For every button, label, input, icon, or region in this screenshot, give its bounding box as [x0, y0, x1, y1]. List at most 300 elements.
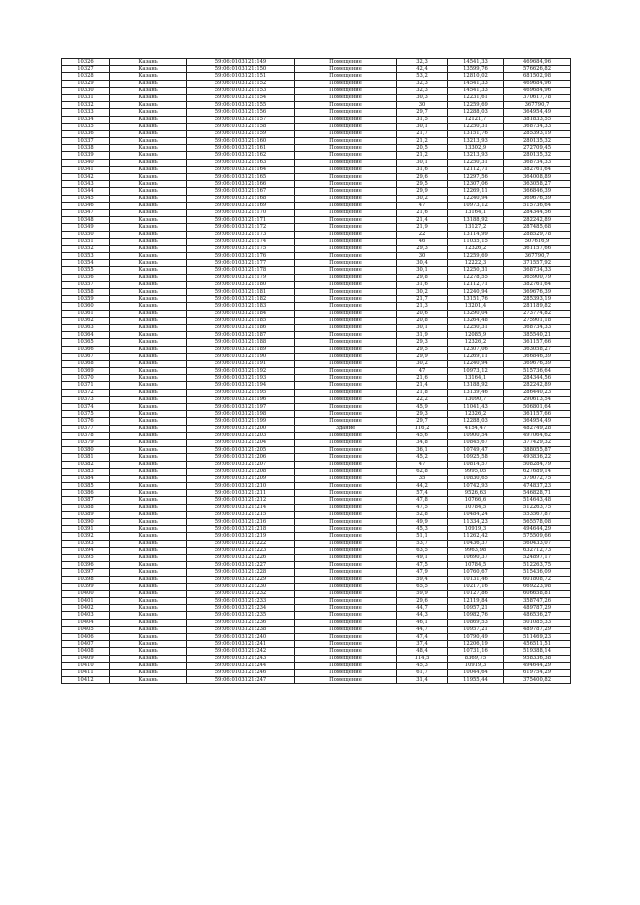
row-number-cell: 10362 — [62, 317, 110, 324]
table-row — [62, 181, 571, 188]
area-cell: 29,3 — [397, 339, 448, 346]
table-row — [62, 554, 571, 561]
area-cell: 29,9 — [397, 353, 448, 360]
table-row — [62, 289, 571, 296]
city-cell: Казань — [110, 598, 187, 605]
specific-value-cell: 12307,06 — [448, 181, 504, 188]
row-number-cell: 10330 — [62, 87, 110, 94]
object-type-cell: Помещение — [295, 447, 397, 454]
cadastral-value-cell: 364008,89 — [504, 174, 571, 181]
city-cell: Казань — [110, 368, 187, 375]
area-cell: 45,6 — [397, 432, 448, 439]
table-row — [62, 296, 571, 303]
city-cell: Казань — [110, 554, 187, 561]
area-cell: 62,8 — [397, 468, 448, 475]
area-cell: 34,8 — [397, 439, 448, 446]
object-type-cell: Помещение — [295, 461, 397, 468]
object-type-cell: Помещение — [295, 174, 397, 181]
table-row — [62, 209, 571, 216]
object-type-cell: Здание — [295, 425, 397, 432]
area-cell: 30,2 — [397, 360, 448, 367]
row-number-cell: 10366 — [62, 346, 110, 353]
area-cell: 47,5 — [397, 562, 448, 569]
area-cell: 29,6 — [397, 174, 448, 181]
city-cell: Казань — [110, 396, 187, 403]
object-type-cell: Помещение — [295, 526, 397, 533]
object-type-cell: Помещение — [295, 310, 397, 317]
area-cell: 31,9 — [397, 332, 448, 339]
table-row — [62, 569, 571, 576]
area-cell: 32,3 — [397, 59, 448, 66]
object-type-cell: Помещение — [295, 511, 397, 518]
city-cell: Казань — [110, 87, 187, 94]
cadastral-number-cell: 59:06:0103121:150 — [187, 66, 295, 73]
cadastral-number-cell: 59:06:0103121:198 — [187, 411, 295, 418]
cadastral-number-cell: 59:06:0103121:195 — [187, 389, 295, 396]
specific-value-cell: 12307,06 — [448, 346, 504, 353]
row-number-cell: 10402 — [62, 605, 110, 612]
city-cell: Казань — [110, 447, 187, 454]
cadastral-number-cell: 59:06:0103121:153 — [187, 87, 295, 94]
area-cell: 21,2 — [397, 138, 448, 145]
cadastral-number-cell: 59:06:0103121:155 — [187, 102, 295, 109]
object-type-cell: Помещение — [295, 217, 397, 224]
table-row — [62, 94, 571, 101]
cadastral-number-cell: 59:06:0103121:173 — [187, 231, 295, 238]
cadastral-number-cell: 59:06:0103121:203 — [187, 432, 295, 439]
row-number-cell: 10411 — [62, 669, 110, 676]
city-cell: Казань — [110, 439, 187, 446]
table-row — [62, 375, 571, 382]
row-number-cell: 10397 — [62, 569, 110, 576]
specific-value-cell: 12269,11 — [448, 353, 504, 360]
row-number-cell: 10380 — [62, 447, 110, 454]
specific-value-cell: 10044,64 — [448, 669, 504, 676]
city-cell: Казань — [110, 159, 187, 166]
specific-value-cell: 12121,7 — [448, 116, 504, 123]
area-cell: 29,7 — [397, 109, 448, 116]
table-row — [62, 461, 571, 468]
cadastral-value-cell: 669223,98 — [504, 583, 571, 590]
cadastral-value-cell: 958336,38 — [504, 655, 571, 662]
specific-value-cell: 13151,76 — [448, 130, 504, 137]
cadastral-value-cell: 515436,09 — [504, 569, 571, 576]
specific-value-cell: 10784,5 — [448, 504, 504, 511]
area-cell: 21,7 — [397, 130, 448, 137]
cadastral-value-cell: 681502,98 — [504, 73, 571, 80]
cadastral-value-cell: 364954,49 — [504, 109, 571, 116]
object-type-cell: Помещение — [295, 123, 397, 130]
area-cell: 49,9 — [397, 519, 448, 526]
row-number-cell: 10358 — [62, 289, 110, 296]
cadastral-value-cell: 619754,29 — [504, 669, 571, 676]
row-number-cell: 10347 — [62, 209, 110, 216]
row-number-cell: 10392 — [62, 533, 110, 540]
row-number-cell: 10348 — [62, 217, 110, 224]
table-row — [62, 130, 571, 137]
table-row — [62, 267, 571, 274]
city-cell: Казань — [110, 626, 187, 633]
table-row — [62, 483, 571, 490]
area-cell: 21,2 — [397, 152, 448, 159]
cadastral-value-cell: 285393,19 — [504, 130, 571, 137]
city-cell: Казань — [110, 138, 187, 145]
cadastral-value-cell: 363058,27 — [504, 346, 571, 353]
specific-value-cell: 10919,3 — [448, 662, 504, 669]
cadastral-number-cell: 59:06:0103121:165 — [187, 174, 295, 181]
area-cell: 59,9 — [397, 590, 448, 597]
cadastral-value-cell: 290613,54 — [504, 396, 571, 403]
city-cell: Казань — [110, 324, 187, 331]
cadastral-number-cell: 59:06:0103121:157 — [187, 116, 295, 123]
cadastral-value-cell: 489787,29 — [504, 626, 571, 633]
cadastral-number-cell: 59:06:0103121:163 — [187, 159, 295, 166]
object-type-cell: Помещение — [295, 289, 397, 296]
area-cell: 46,1 — [397, 619, 448, 626]
row-number-cell: 10357 — [62, 281, 110, 288]
object-type-cell: Помещение — [295, 612, 397, 619]
row-number-cell: 10396 — [62, 562, 110, 569]
area-cell: 30,1 — [397, 123, 448, 130]
area-cell: 29,3 — [397, 411, 448, 418]
cadastral-value-cell: 368734,33 — [504, 159, 571, 166]
row-number-cell: 10339 — [62, 152, 110, 159]
row-number-cell: 10378 — [62, 432, 110, 439]
specific-value-cell: 10484,24 — [448, 511, 504, 518]
object-type-cell: Помещение — [295, 188, 397, 195]
area-cell: 29,5 — [397, 346, 448, 353]
cadastral-value-cell: 606658,81 — [504, 590, 571, 597]
cadastral-number-cell: 59:06:0103121:246 — [187, 669, 295, 676]
table-row — [62, 166, 571, 173]
row-number-cell: 10385 — [62, 483, 110, 490]
row-number-cell: 10373 — [62, 396, 110, 403]
object-type-cell: Помещение — [295, 87, 397, 94]
object-type-cell: Помещение — [295, 66, 397, 73]
table-row — [62, 677, 571, 684]
specific-value-cell: 8369,75 — [448, 655, 504, 662]
table-row — [62, 224, 571, 231]
city-cell: Казань — [110, 80, 187, 87]
row-number-cell: 10338 — [62, 145, 110, 152]
cadastral-number-cell: 59:06:0103121:160 — [187, 138, 295, 145]
row-number-cell: 10356 — [62, 274, 110, 281]
object-type-cell: Помещение — [295, 562, 397, 569]
cadastral-number-cell: 59:06:0103121:156 — [187, 109, 295, 116]
specific-value-cell: 10790,49 — [448, 634, 504, 641]
row-number-cell: 10361 — [62, 310, 110, 317]
table-row — [62, 73, 571, 80]
area-cell: 21,6 — [397, 375, 448, 382]
cadastral-number-cell: 59:06:0103121:197 — [187, 404, 295, 411]
specific-value-cell: 13139,46 — [448, 389, 504, 396]
cadastral-number-cell: 59:06:0103121:209 — [187, 475, 295, 482]
object-type-cell: Помещение — [295, 303, 397, 310]
cadastral-value-cell: 501085,33 — [504, 619, 571, 626]
specific-value-cell: 10760,67 — [448, 569, 504, 576]
cadastral-value-cell: 281189,82 — [504, 303, 571, 310]
city-cell: Казань — [110, 109, 187, 116]
object-type-cell: Помещение — [295, 454, 397, 461]
row-number-cell: 10383 — [62, 468, 110, 475]
specific-value-cell: 14541,33 — [448, 59, 504, 66]
city-cell: Казань — [110, 260, 187, 267]
table-row — [62, 669, 571, 676]
city-cell: Казань — [110, 562, 187, 569]
city-cell: Казань — [110, 274, 187, 281]
cadastral-number-cell: 59:06:0103121:229 — [187, 576, 295, 583]
object-type-cell: Помещение — [295, 540, 397, 547]
cadastral-value-cell: 371557,92 — [504, 260, 571, 267]
row-number-cell: 10345 — [62, 195, 110, 202]
specific-value-cell: 13188,92 — [448, 382, 504, 389]
cadastral-value-cell: 287485,68 — [504, 224, 571, 231]
specific-value-cell: 10127,86 — [448, 590, 504, 597]
cadastral-number-cell: 59:06:0103121:241 — [187, 641, 295, 648]
row-number-cell: 10370 — [62, 375, 110, 382]
object-type-cell: Помещение — [295, 339, 397, 346]
object-type-cell: Помещение — [295, 490, 397, 497]
specific-value-cell: 10131,46 — [448, 576, 504, 583]
specific-value-cell: 13114,99 — [448, 231, 504, 238]
row-number-cell: 10375 — [62, 411, 110, 418]
cadastral-value-cell: 369676,39 — [504, 360, 571, 367]
specific-value-cell: 10919,3 — [448, 526, 504, 533]
specific-value-cell: 10814,57 — [448, 461, 504, 468]
row-number-cell: 10354 — [62, 260, 110, 267]
area-cell: 45,2 — [397, 454, 448, 461]
table-row — [62, 382, 571, 389]
cadastral-value-cell: 507616,9 — [504, 238, 571, 245]
city-cell: Казань — [110, 317, 187, 324]
specific-value-cell: 10900,54 — [448, 432, 504, 439]
cadastral-number-cell: 59:06:0103121:234 — [187, 605, 295, 612]
area-cell: 21,4 — [397, 382, 448, 389]
area-cell: 30,1 — [397, 267, 448, 274]
cadastral-value-cell: 379072,75 — [504, 475, 571, 482]
city-cell: Казань — [110, 483, 187, 490]
area-cell: 29,8 — [397, 274, 448, 281]
row-number-cell: 10374 — [62, 404, 110, 411]
specific-value-cell: 10957,21 — [448, 626, 504, 633]
city-cell: Казань — [110, 547, 187, 554]
row-number-cell: 10365 — [62, 339, 110, 346]
city-cell: Казань — [110, 504, 187, 511]
cadastral-value-cell: 494644,29 — [504, 526, 571, 533]
cadastral-value-cell: 508284,79 — [504, 461, 571, 468]
specific-value-cell: 10973,12 — [448, 202, 504, 209]
cadastral-value-cell: 285393,19 — [504, 296, 571, 303]
table-row — [62, 195, 571, 202]
object-type-cell: Помещение — [295, 468, 397, 475]
object-type-cell: Помещение — [295, 655, 397, 662]
object-type-cell: Помещение — [295, 181, 397, 188]
object-type-cell: Помещение — [295, 145, 397, 152]
cadastral-value-table — [61, 58, 571, 684]
table-row — [62, 619, 571, 626]
table-row — [62, 80, 571, 87]
object-type-cell: Помещение — [295, 404, 397, 411]
city-cell: Казань — [110, 245, 187, 252]
area-cell: 49,1 — [397, 554, 448, 561]
area-cell: 47 — [397, 461, 448, 468]
cadastral-number-cell: 59:06:0103121:191 — [187, 360, 295, 367]
specific-value-cell: 12810,02 — [448, 73, 504, 80]
specific-value-cell: 13302,9 — [448, 145, 504, 152]
specific-value-cell: 11041,43 — [448, 404, 504, 411]
cadastral-number-cell: 59:06:0103121:169 — [187, 202, 295, 209]
city-cell: Казань — [110, 533, 187, 540]
object-type-cell: Помещение — [295, 396, 397, 403]
row-number-cell: 10336 — [62, 130, 110, 137]
table-row — [62, 547, 571, 554]
cadastral-value-cell: 601808,72 — [504, 576, 571, 583]
object-type-cell: Помещение — [295, 626, 397, 633]
city-cell: Казань — [110, 375, 187, 382]
city-cell: Казань — [110, 540, 187, 547]
specific-value-cell: 13151,76 — [448, 296, 504, 303]
table-row — [62, 152, 571, 159]
cadastral-value-cell: 368734,33 — [504, 123, 571, 130]
table-body — [62, 59, 571, 684]
row-number-cell: 10390 — [62, 519, 110, 526]
area-cell: 52,8 — [397, 511, 448, 518]
cadastral-number-cell: 59:06:0103121:243 — [187, 655, 295, 662]
row-number-cell: 10328 — [62, 73, 110, 80]
area-cell: 47 — [397, 368, 448, 375]
cadastral-number-cell: 59:06:0103121:181 — [187, 289, 295, 296]
object-type-cell: Помещение — [295, 274, 397, 281]
row-number-cell: 10333 — [62, 109, 110, 116]
table-row — [62, 109, 571, 116]
cadastral-number-cell: 59:06:0103121:193 — [187, 375, 295, 382]
city-cell: Казань — [110, 181, 187, 188]
object-type-cell: Помещение — [295, 598, 397, 605]
table-row — [62, 238, 571, 245]
cadastral-value-cell: 366846,39 — [504, 353, 571, 360]
area-cell: 59,4 — [397, 576, 448, 583]
row-number-cell: 10340 — [62, 159, 110, 166]
cadastral-value-cell: 369676,39 — [504, 195, 571, 202]
specific-value-cell: 9995,05 — [448, 468, 504, 475]
cadastral-number-cell: 59:06:0103121:227 — [187, 562, 295, 569]
specific-value-cell: 10784,5 — [448, 562, 504, 569]
cadastral-number-cell: 59:06:0103121:183 — [187, 303, 295, 310]
specific-value-cell: 10731,16 — [448, 648, 504, 655]
city-cell: Казань — [110, 677, 187, 684]
cadastral-value-cell: 273774,82 — [504, 310, 571, 317]
specific-value-cell: 12206,19 — [448, 641, 504, 648]
table-row — [62, 626, 571, 633]
table-row — [62, 519, 571, 526]
city-cell: Казань — [110, 576, 187, 583]
area-cell: 63,5 — [397, 547, 448, 554]
table-row — [62, 504, 571, 511]
area-cell: 61,7 — [397, 669, 448, 676]
city-cell: Казань — [110, 411, 187, 418]
object-type-cell: Помещение — [295, 519, 397, 526]
table-row — [62, 533, 571, 540]
row-number-cell: 10326 — [62, 59, 110, 66]
cadastral-number-cell: 59:06:0103121:214 — [187, 504, 295, 511]
city-cell: Казань — [110, 166, 187, 173]
row-number-cell: 10351 — [62, 238, 110, 245]
area-cell: 53,2 — [397, 73, 448, 80]
cadastral-value-cell: 553567,87 — [504, 511, 571, 518]
cadastral-value-cell: 282242,89 — [504, 382, 571, 389]
cadastral-value-cell: 489787,29 — [504, 605, 571, 612]
row-number-cell: 10371 — [62, 382, 110, 389]
object-type-cell: Помещение — [295, 296, 397, 303]
city-cell: Казань — [110, 195, 187, 202]
cadastral-number-cell: 59:06:0103121:187 — [187, 332, 295, 339]
table-row — [62, 87, 571, 94]
cadastral-value-cell: 506801,64 — [504, 404, 571, 411]
city-cell: Казань — [110, 360, 187, 367]
table-row — [62, 138, 571, 145]
specific-value-cell: 12222,3 — [448, 260, 504, 267]
row-number-cell: 10334 — [62, 116, 110, 123]
cadastral-number-cell: 59:06:0103121:178 — [187, 267, 295, 274]
row-number-cell: 10337 — [62, 138, 110, 145]
specific-value-cell: 13164,1 — [448, 209, 504, 216]
object-type-cell: Помещение — [295, 102, 397, 109]
specific-value-cell: 13264,48 — [448, 317, 504, 324]
area-cell: 47,9 — [397, 569, 448, 576]
specific-value-cell: 9963,98 — [448, 547, 504, 554]
cadastral-number-cell: 59:06:0103121:200 — [187, 425, 295, 432]
cadastral-number-cell: 59:06:0103121:233 — [187, 598, 295, 605]
object-type-cell: Помещение — [295, 475, 397, 482]
area-cell: 42,4 — [397, 66, 448, 73]
object-type-cell: Помещение — [295, 346, 397, 353]
specific-value-cell: 11035,15 — [448, 238, 504, 245]
table-row — [62, 102, 571, 109]
row-number-cell: 10381 — [62, 454, 110, 461]
table-row — [62, 174, 571, 181]
city-cell: Казань — [110, 310, 187, 317]
table-row — [62, 260, 571, 267]
city-cell: Казань — [110, 583, 187, 590]
area-cell: 30 — [397, 253, 448, 260]
cadastral-number-cell: 59:06:0103121:172 — [187, 224, 295, 231]
city-cell: Казань — [110, 289, 187, 296]
table-row — [62, 490, 571, 497]
object-type-cell: Помещение — [295, 159, 397, 166]
table-row — [62, 454, 571, 461]
area-cell: 45,3 — [397, 662, 448, 669]
object-type-cell: Помещение — [295, 166, 397, 173]
city-cell: Казань — [110, 454, 187, 461]
object-type-cell: Помещение — [295, 547, 397, 554]
cadastral-value-cell: 469684,96 — [504, 87, 571, 94]
object-type-cell: Помещение — [295, 662, 397, 669]
city-cell: Казань — [110, 353, 187, 360]
area-cell: 53,7 — [397, 540, 448, 547]
specific-value-cell: 12326,2 — [448, 339, 504, 346]
specific-value-cell: 9526,63 — [448, 490, 504, 497]
specific-value-cell: 14541,33 — [448, 80, 504, 87]
cadastral-number-cell: 59:06:0103121:189 — [187, 346, 295, 353]
row-number-cell: 10404 — [62, 619, 110, 626]
row-number-cell: 10363 — [62, 324, 110, 331]
row-number-cell: 10329 — [62, 80, 110, 87]
cadastral-value-cell: 575509,66 — [504, 533, 571, 540]
row-number-cell: 10346 — [62, 202, 110, 209]
table-row — [62, 634, 571, 641]
cadastral-value-cell: 280135,32 — [504, 138, 571, 145]
specific-value-cell: 11955,44 — [448, 677, 504, 684]
